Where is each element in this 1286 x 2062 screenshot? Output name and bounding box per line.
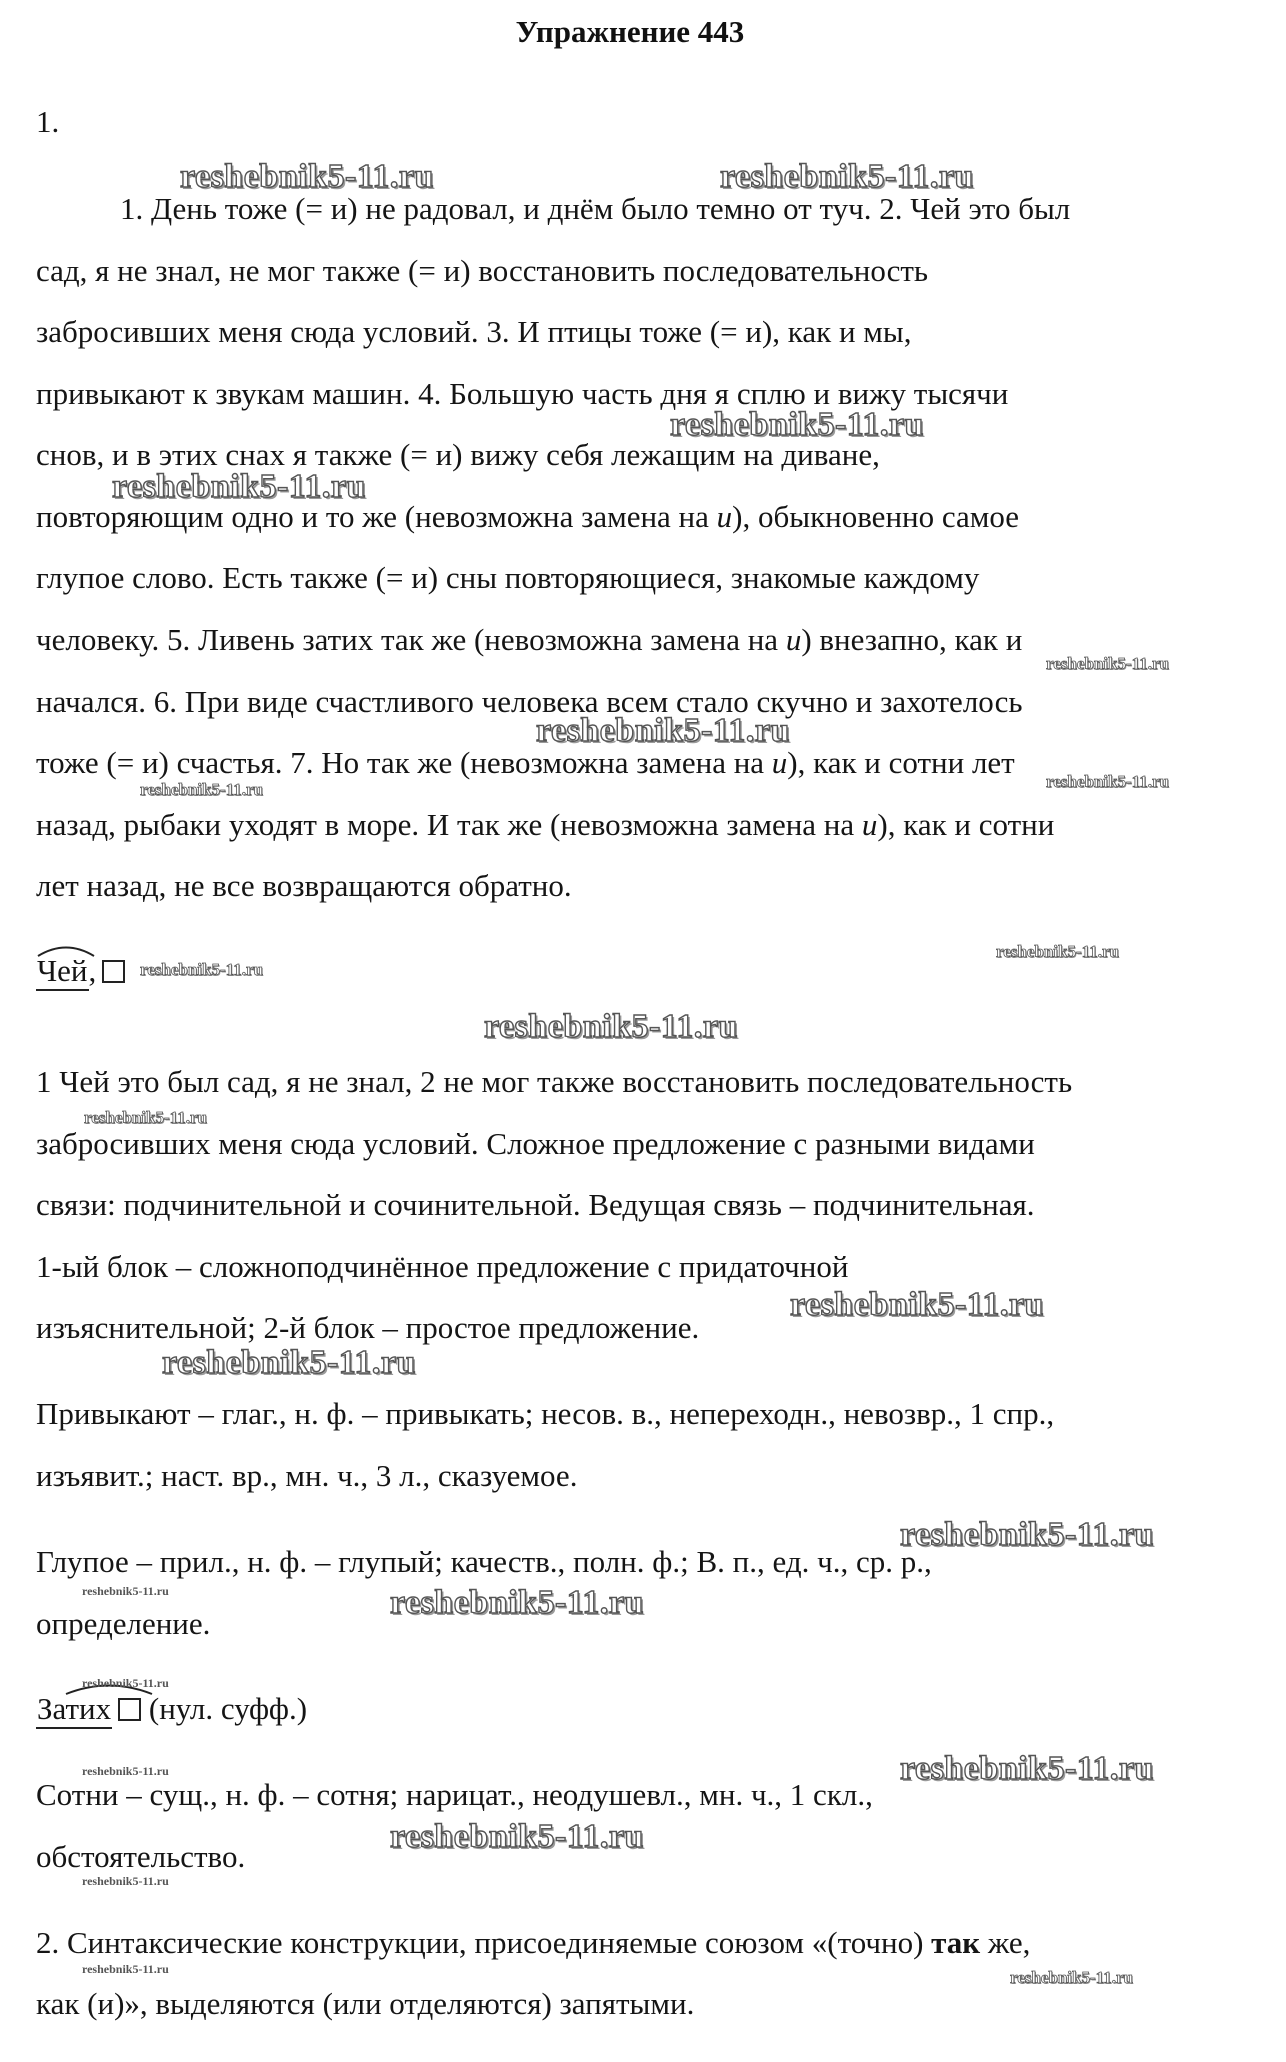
text-line: назад, рыбаки уходят в море. И так же (невозможна замена на и), как и сотни [36, 807, 1055, 842]
watermark: reshebnik5-11.ru [180, 158, 434, 195]
text-line: привыкают к звукам машин. 4. Большую часть дня я сплю и вижу тысячи [36, 376, 1009, 411]
watermark: reshebnik5-11.ru [390, 1818, 644, 1855]
parse-adj-line: определение. [36, 1606, 211, 1641]
watermark: reshebnik5-11.ru [900, 1516, 1154, 1553]
watermark: reshebnik5-11.ru [1046, 654, 1169, 673]
watermark: reshebnik5-11.ru [484, 1008, 738, 1045]
text-line: снов, и в этих снах я также (= и) вижу себя лежащим на диване, [36, 437, 880, 472]
watermark: reshebnik5-11.ru [140, 780, 263, 799]
watermark: reshebnik5-11.ru [670, 406, 924, 443]
watermark: reshebnik5-11.ru [720, 158, 974, 195]
watermark: reshebnik5-11.ru [536, 712, 790, 749]
watermark: reshebnik5-11.ru [162, 1344, 416, 1381]
watermark: reshebnik5-11.ru [390, 1584, 644, 1621]
text-line: сад, я не знал, не мог также (= и) восстановить последовательность [36, 253, 929, 288]
part2-line: как (и)», выделяются (или отделяются) запятыми. [36, 1986, 695, 2021]
analysis-line: связи: подчинительной и сочинительной. Ведущая связь – подчинительная. [36, 1187, 1035, 1222]
watermark: reshebnik5-11.ru [82, 1962, 169, 1976]
zero-ending-box-icon [118, 1698, 141, 1721]
parse-verb-line: изъявит.; наст. вр., мн. ч., 3 л., сказуемое. [36, 1458, 578, 1493]
zero-suffix-note: (нул. суфф.) [148, 1691, 308, 1726]
text-line: повторяющим одно и то же (невозможна замена на и), обыкновенно самое [36, 499, 1020, 534]
watermark: reshebnik5-11.ru [900, 1750, 1154, 1787]
watermark: reshebnik5-11.ru [82, 1764, 169, 1778]
analysis-line: изъяснительной; 2-й блок – простое предложение. [36, 1310, 700, 1345]
word-with-root-arc: Чей [36, 953, 89, 991]
word-with-root-arc: Затих [36, 1691, 112, 1729]
parse-verb-line: Привыкают – глаг., н. ф. – привыкать; несов. в., непереходн., невозвр., 1 спр., [36, 1396, 1055, 1431]
analysis-line: 1-ый блок – сложноподчинённое предложение с придаточной [36, 1249, 849, 1284]
morpheme-zatikh [36, 1691, 307, 1729]
text-line: забросивших меня сюда условий. 3. И птицы тоже (= и), как и мы, [36, 314, 912, 349]
text-line: глупое слово. Есть также (= и) сны повторяющиеся, знакомые каждому [36, 560, 980, 595]
parse-adj-line: Глупое – прил., н. ф. – глупый; качеств., полн. ф.; В. п., ед. ч., ср. р., [36, 1544, 932, 1579]
watermark: reshebnik5-11.ru [790, 1286, 1044, 1323]
watermark: reshebnik5-11.ru [1010, 1968, 1133, 1987]
page-title: Упражнение 443 [515, 14, 745, 49]
watermark: reshebnik5-11.ru [82, 1676, 169, 1690]
watermark: reshebnik5-11.ru [996, 942, 1119, 961]
watermark: reshebnik5-11.ru [82, 1584, 169, 1598]
parse-noun-line: Сотни – сущ., н. ф. – сотня; нарицат., неодушевл., мн. ч., 1 скл., [36, 1777, 873, 1812]
analysis-line: 1 Чей это был сад, я не знал, 2 не мог также восстановить последовательность [36, 1064, 1073, 1099]
text-line: тоже (= и) счастья. 7. Но так же (невозможна замена на и), как и сотни лет [36, 745, 1015, 780]
part1-number: 1. [36, 104, 60, 139]
watermark: reshebnik5-11.ru [84, 1108, 207, 1127]
text-line: человеку. 5. Ливень затих так же (невозможна замена на и) внезапно, как и [36, 622, 1023, 657]
analysis-line: забросивших меня сюда условий. Сложное предложение с разными видами [36, 1126, 1035, 1161]
text-line: начался. 6. При виде счастливого человека всем стало скучно и захотелось [36, 684, 1023, 719]
watermark: reshebnik5-11.ru [82, 1874, 169, 1888]
watermark: reshebnik5-11.ru [140, 960, 263, 979]
root-arc-icon [36, 943, 96, 957]
parse-noun-line: обстоятельство. [36, 1839, 246, 1874]
part2-line: 2. Синтаксические конструкции, присоединяемые союзом «(точно) так же, [36, 1925, 1031, 1960]
text-line: 1. День тоже (= и) не радовал, и днём было темно от туч. 2. Чей это был [120, 191, 1071, 226]
watermark: reshebnik5-11.ru [112, 468, 366, 505]
morpheme-chey: Чей, [36, 953, 125, 991]
text-line: лет назад, не все возвращаются обратно. [36, 868, 572, 903]
ending-box-icon [102, 960, 125, 983]
watermark: reshebnik5-11.ru [1046, 772, 1169, 791]
